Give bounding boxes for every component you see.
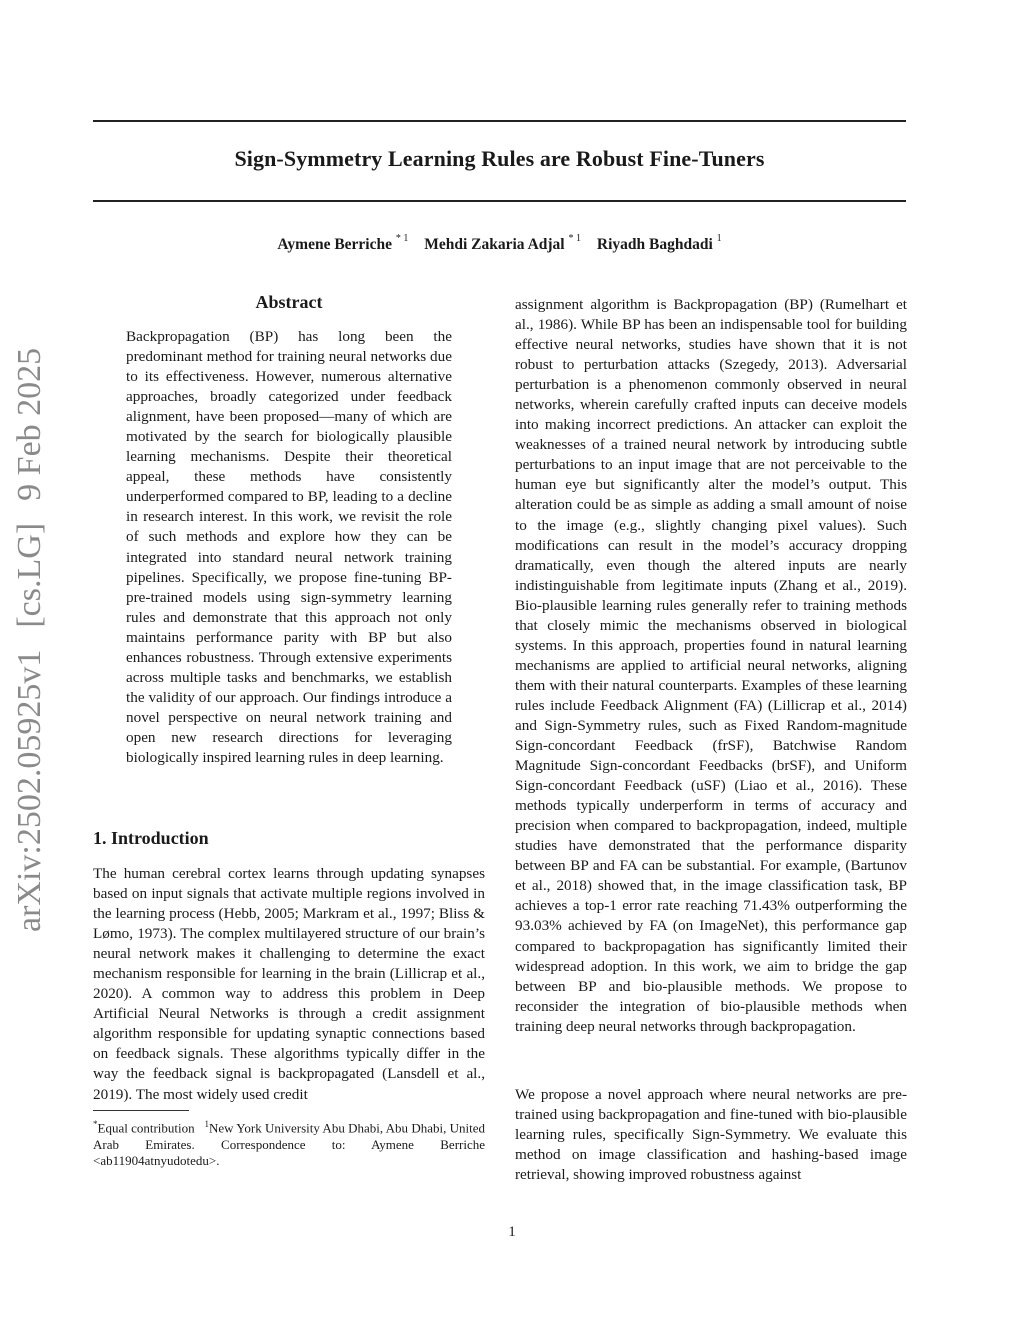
author xyxy=(424,233,581,254)
introduction-left-column xyxy=(93,864,485,1105)
introduction-right-column-continued xyxy=(515,1085,907,1185)
title-top-rule xyxy=(93,120,906,122)
page-number: 1 xyxy=(508,1224,516,1240)
author-affiliation: * 1 xyxy=(395,233,409,244)
section-heading-introduction: 1. Introduction xyxy=(93,828,209,848)
title-bottom-rule xyxy=(93,200,906,202)
author-name: Riyadh Baghdadi xyxy=(596,236,713,254)
arxiv-id: arXiv:2502.05925v1 xyxy=(11,649,48,932)
footnote-affiliation: New York University Abu Dhabi, Abu Dhabi, United Arab Emirates. Correspondence to: Aymene Berriche <ab11904atnyudotedu>. xyxy=(93,1120,485,1169)
footnote-rule xyxy=(93,1110,189,1111)
arxiv-category: [cs.LG] xyxy=(11,522,48,628)
author-affiliation: 1 xyxy=(716,233,722,244)
abstract-body xyxy=(126,327,452,768)
footnote xyxy=(93,1116,485,1170)
arxiv-date: 9 Feb 2025 xyxy=(11,347,48,501)
author-name: Mehdi Zakaria Adjal xyxy=(424,236,565,254)
abstract-text: Backpropagation (BP) has long been the predominant method for training neural networks due to its effectiveness. However, numerous alternative approaches, broadly categorized under feedback alignment, have been proposed—many of which are motivated by the search for biologically plausible learning mechanisms. Despite their theoretical appeal, these methods have consistently underperformed compared to BP, leading to a decline in research interest. In this work, we revisit the role of such methods and explore how they can be integrated into standard neural network training pipelines. Specifically, we propose fine-tuning BP-pre-trained models using sign-symmetry learning rules and demonstrate that this approach not only maintains performance parity with BP but also enhances robustness. Through extensive experiments across multiple tasks and benchmarks, we establish the validity of our approach. Our findings introduce a novel perspective on neural network training and open new research directions for leveraging biologically inspired learning rules in deep learning. xyxy=(126,328,452,766)
author-affiliation: * 1 xyxy=(568,233,581,244)
introduction-paragraph: assignment algorithm is Backpropagation (BP) (Rumelhart et al., 1986). While BP has been an indispensable tool for building effective neural networks, studies have shown that it is not robust to perturbation attacks (Szegedy, 2013). Adversarial perturbation is a phenomenon commonly observed in neural networks, wherein carefully crafted inputs can deceive models into making incorrect predictions. An attacker can exploit the weaknesses of a trained neural network by introducing subtle perturbations to an input image that are not perceivable to the human eye but significantly alter the model’s output. This alteration could be as simple as adding a small amount of noise to the image (e.g., slightly changing pixel values). Such modifications can result in the model’s accuracy dropping dramatically, even though the altered inputs are nearly indistinguishable from legitimate inputs (Zhang et al., 2019). Bio-plausible learning rules generally refer to training methods that closely mimic the mechanisms observed in biological systems. In this approach, properties found in natural learning mechanisms are applied to artificial neural networks, aligning them with their natural counterparts. Examples of these learning rules include Feedback Alignment (FA) (Lillicrap et al., 2014) and Sign-Symmetry rules, such as Fixed Random-magnitude Sign-concordant Feedback (frSF), Batchwise Random Magnitude Sign-concordant Feedbacks (brSF), and Uniform Sign-concordant Feedback (uSF) (Liao et al., 2016). These methods typically underperform in terms of accuracy and precision when compared to backpropagation, indeed, multiple studies have demonstrated that the performance disparity between BP and FA can be substantial. For example, (Bartunov et al., 2018) showed that, in the image classification task, BP achieves a top-1 error rate reaching 71.43% outperforming the 93.03% achieved by FA (on ImageNet), this performance gap compared to backpropagation has significantly limited their widespread adoption. In this work, we aim to bridge the gap between BP and bio-plausible methods. We propose to reconsider the integration of bio-plausible methods when training deep neural networks through backpropagation. xyxy=(515,296,907,1035)
abstract-heading: Abstract xyxy=(255,292,323,312)
footnote-equal-contribution: Equal contribution xyxy=(97,1120,195,1136)
paper-title: Sign-Symmetry Learning Rules are Robust Fine-Tuners xyxy=(234,146,765,171)
footnote-affiliation-marker: 1 xyxy=(204,1119,209,1129)
footnote-marker: * xyxy=(93,1119,98,1129)
author-list xyxy=(93,235,906,254)
author-name: Aymene Berriche xyxy=(277,236,392,254)
introduction-paragraph: We propose a novel approach where neural networks are pre-trained using backpropagation and fine-tuned with bio-plausible learning rules, specifically Sign-Symmetry. We evaluate this method on image classification and hashing-based image retrieval, showing improved robustness against xyxy=(515,1086,907,1184)
introduction-paragraph: The human cerebral cortex learns through updating synapses based on input signals that activate multiple regions involved in the learning process (Hebb, 2005; Markram et al., 1997; Bliss & Lømo, 1973). The complex multilayered structure of our brain’s neural network makes it challenging to determine the exact mechanism responsible for learning in the brain (Lillicrap et al., 2020). A common way to address this problem in Deep Artificial Neural Networks is through a credit assignment algorithm responsible for updating synaptic connections based on feedback signals. These algorithms typically differ in the way the feedback signal is backpropagated (Lansdell et al., 2019). The most widely used credit xyxy=(93,865,485,1103)
introduction-right-column xyxy=(515,295,907,1037)
arxiv-identifier-stamp xyxy=(8,347,52,932)
author xyxy=(277,233,409,254)
author xyxy=(596,233,722,254)
